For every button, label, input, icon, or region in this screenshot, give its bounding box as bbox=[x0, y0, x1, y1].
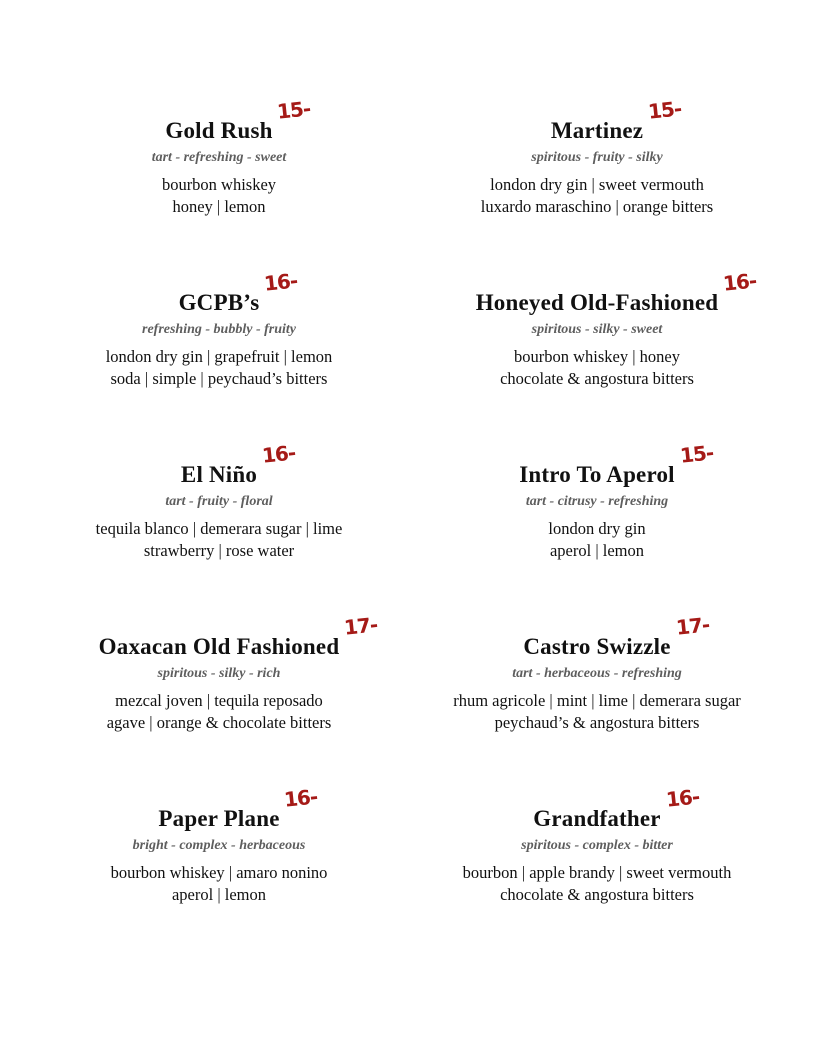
ingredient-line: aperol | lemon bbox=[549, 541, 645, 561]
menu-item bbox=[30, 268, 408, 462]
ingredient-line: rhum agricole | mint | lime | demerara sugar bbox=[453, 691, 741, 710]
ingredient-line: aperol | lemon bbox=[171, 885, 267, 905]
menu-item bbox=[30, 612, 408, 806]
menu-item bbox=[30, 784, 408, 978]
ingredient-line: chocolate & angostura bitters bbox=[500, 885, 694, 905]
menu-item-heading bbox=[180, 440, 297, 488]
menu-item-tags: refreshing - bubbly - fruity bbox=[142, 322, 296, 337]
menu-item-name: Grandfather bbox=[533, 806, 661, 831]
menu-item-tags: spiritous - silky - sweet bbox=[531, 322, 663, 337]
ingredient-line: soda | simple | peychaud’s bitters bbox=[110, 369, 328, 389]
menu-item-tags: spiritous - silky - rich bbox=[157, 666, 281, 681]
menu-item-price: 15- bbox=[678, 440, 714, 468]
ingredient-line: bourbon | apple brandy | sweet vermouth bbox=[462, 863, 732, 882]
menu-item-tags: tart - fruity - floral bbox=[165, 494, 273, 509]
menu-item-ingredients bbox=[30, 690, 408, 735]
ingredient-line: london dry gin bbox=[548, 519, 646, 538]
menu-item-heading bbox=[533, 784, 700, 832]
menu-item-tags: tart - herbaceous - refreshing bbox=[512, 666, 682, 681]
menu-item-name: Castro Swizzle bbox=[523, 634, 671, 659]
menu-item bbox=[30, 440, 408, 634]
ingredient-line: bourbon whiskey | honey bbox=[514, 347, 680, 366]
menu-item-name: Paper Plane bbox=[158, 806, 280, 831]
menu-item-heading bbox=[475, 268, 758, 316]
ingredient-line: peychaud’s & angostura bitters bbox=[494, 713, 700, 733]
menu-item-name: GCPB’s bbox=[178, 290, 260, 315]
menu-item bbox=[408, 96, 786, 290]
menu-item-ingredients bbox=[30, 174, 408, 219]
ingredient-line: honey | lemon bbox=[172, 197, 266, 217]
menu-item-price: 16- bbox=[664, 784, 700, 812]
menu-item-ingredients bbox=[408, 690, 786, 735]
menu-item-heading bbox=[178, 268, 299, 316]
menu-item-price: 16- bbox=[260, 440, 297, 468]
ingredient-line: bourbon whiskey | amaro nonino bbox=[110, 863, 328, 882]
ingredient-line: luxardo maraschino | orange bitters bbox=[480, 197, 714, 217]
menu-item-ingredients bbox=[30, 346, 408, 391]
menu-item-ingredients bbox=[408, 518, 786, 563]
menu-item-heading bbox=[523, 612, 710, 660]
menu-item bbox=[408, 440, 786, 634]
menu-item-price: 15- bbox=[646, 96, 683, 124]
menu-item-price: 17- bbox=[674, 612, 710, 640]
menu-item-name: Oaxacan Old Fashioned bbox=[98, 634, 340, 659]
menu-item-heading bbox=[519, 440, 714, 488]
menu-item-heading bbox=[158, 784, 319, 832]
menu-item-ingredients bbox=[30, 518, 408, 563]
menu-item bbox=[408, 268, 786, 462]
menu-item-heading bbox=[550, 96, 683, 144]
menu-item-name: El Niño bbox=[180, 462, 258, 487]
menu-item-price: 17- bbox=[343, 612, 379, 640]
ingredient-line: london dry gin | grapefruit | lemon bbox=[105, 347, 333, 366]
menu-item-tags: spiritous - complex - bitter bbox=[521, 838, 673, 853]
menu-item-ingredients bbox=[30, 862, 408, 907]
ingredient-line: agave | orange & chocolate bitters bbox=[106, 713, 332, 733]
menu-item-name: Martinez bbox=[550, 118, 644, 143]
menu-item-price: 16- bbox=[263, 268, 299, 296]
menu-item-name: Intro To Aperol bbox=[519, 462, 675, 487]
ingredient-line: london dry gin | sweet vermouth bbox=[490, 175, 704, 194]
ingredient-line: mezcal joven | tequila reposado bbox=[115, 691, 323, 710]
menu-item-name: Honeyed Old-Fashioned bbox=[475, 290, 719, 315]
menu-item-tags: spiritous - fruity - silky bbox=[531, 150, 663, 165]
menu-item-price: 16- bbox=[283, 784, 319, 812]
menu-item-ingredients bbox=[408, 346, 786, 391]
menu-item bbox=[408, 612, 786, 806]
menu-item-name: Gold Rush bbox=[165, 118, 273, 143]
ingredient-line: bourbon whiskey bbox=[161, 175, 277, 194]
ingredient-line: chocolate & angostura bitters bbox=[500, 369, 694, 389]
menu-item-price: 15- bbox=[276, 96, 312, 124]
menu-item-ingredients bbox=[408, 174, 786, 219]
menu-item-tags: tart - citrusy - refreshing bbox=[525, 494, 669, 509]
ingredient-line: strawberry | rose water bbox=[143, 541, 295, 561]
menu-item-tags: bright - complex - herbaceous bbox=[132, 838, 306, 853]
menu-item-heading bbox=[98, 612, 379, 660]
ingredient-line: tequila blanco | demerara sugar | lime bbox=[95, 519, 343, 538]
menu-item-tags: tart - refreshing - sweet bbox=[151, 150, 287, 165]
menu-item-heading bbox=[165, 96, 312, 144]
menu-item-ingredients bbox=[408, 862, 786, 907]
menu-item bbox=[30, 96, 408, 290]
menu-item-price: 16- bbox=[721, 268, 758, 296]
menu-item bbox=[408, 784, 786, 978]
